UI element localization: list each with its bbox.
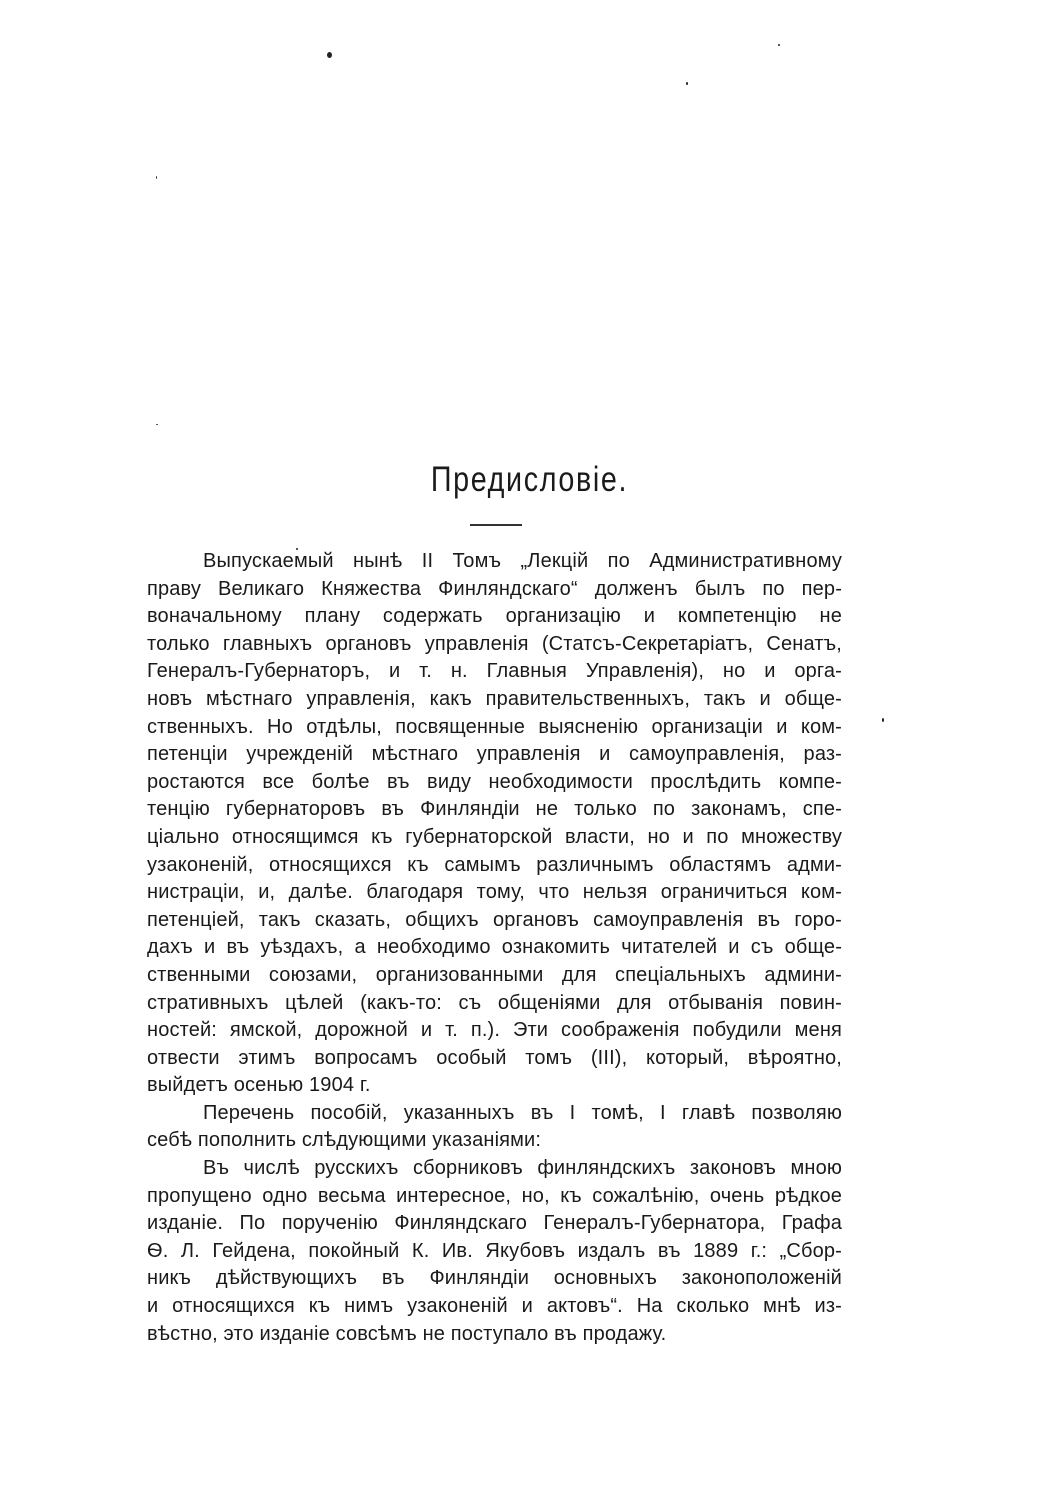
text-line: ростаются все болѣе въ виду необходимости прослѣдить компе- — [147, 770, 842, 793]
text-line: пропущено одно весьма интересное, но, къ сожалѣнію, очень рѣдкое — [147, 1184, 842, 1207]
text-line: ственными союзами, организованными для спеціальныхъ админи- — [147, 963, 842, 986]
text-line: и относящихся къ нимъ узаконеній и актовъ“. На сколько мнѣ из- — [147, 1295, 842, 1318]
text-line: Генералъ-Губернаторъ, и т. н. Главныя Управленія), но и орга- — [147, 660, 842, 683]
text-line: узаконеній, относящихся къ самымъ различнымъ областямъ адми- — [147, 853, 842, 876]
text-line: нистраціи, и, далѣе. благодаря тому, что нельзя ограничиться ком- — [147, 881, 842, 904]
text-line: изданіе. По порученію Финляндскаго Генералъ-Губернатора, Графа — [147, 1212, 842, 1235]
text-line: стративныхъ цѣлей (какъ-то: съ общеніями для отбыванія повин- — [147, 991, 842, 1014]
text-line: воначальному плану содержать организацію и компетенцію не — [147, 605, 842, 628]
scan-speck — [882, 718, 884, 722]
text-line: ціально относящимся къ губернаторской власти, но и по множеству — [147, 825, 842, 848]
text-line: Въ числѣ русскихъ сборниковъ финляндскихъ законовъ мною — [203, 1157, 842, 1180]
text-line: никъ дѣйствующихъ въ Финляндіи основныхъ законоположеній — [147, 1267, 842, 1290]
text-line: новъ мѣстнаго управленія, какъ правительственныхъ, такъ и обще- — [147, 687, 842, 710]
scan-speck — [778, 44, 780, 46]
body-text — [147, 548, 842, 1348]
text-line: тенцію губернаторовъ въ Финляндіи не только по законамъ, спе- — [147, 798, 842, 821]
page-title: Предисловіе. — [430, 460, 629, 499]
scan-speck — [156, 424, 158, 425]
text-line: ственныхъ. Но отдѣлы, посвященные выясненію организаціи и ком- — [147, 715, 842, 738]
text-line: только главныхъ органовъ управленія (Статсъ-Секретаріатъ, Сенатъ, — [147, 632, 842, 655]
title-rule — [470, 524, 522, 526]
text-line: петенціи учрежденій мѣстнаго управленія и самоуправленія, раз- — [147, 743, 842, 766]
scan-speck — [156, 176, 157, 179]
text-line: вѣстно, это изданіе совсѣмъ не поступало въ продажу. — [147, 1322, 667, 1345]
text-line: отвести этимъ вопросамъ особый томъ (III), который, вѣроятно, — [147, 1046, 842, 1069]
text-line: петенціей, такъ сказать, общихъ органовъ самоуправленія въ горо- — [147, 908, 842, 931]
text-line: Выпускаемый нынѣ II Томъ „Лекцій по Административному — [203, 550, 842, 572]
text-line: Ѳ. Л. Гейдена, покойный К. Ив. Якубовъ издалъ въ 1889 г.: „Сбор- — [147, 1239, 842, 1262]
text-line: ностей: ямской, дорожной и т. п.). Эти соображенія побудили меня — [147, 1019, 842, 1042]
text-line: Перечень пособій, указанныхъ въ I томѣ, I главѣ позволяю — [203, 1101, 842, 1124]
text-line: себѣ пополнить слѣдующими указаніями: — [147, 1129, 542, 1152]
scan-speck — [327, 52, 332, 58]
text-line: дахъ и въ уѣздахъ, а необходимо ознакомить читателей и съ обще- — [147, 936, 842, 959]
scan-speck — [686, 82, 688, 85]
text-line: выйдетъ осенью 1904 г. — [147, 1074, 371, 1097]
text-line: праву Великаго Княжества Финляндскаго“ долженъ былъ по пер- — [147, 577, 842, 600]
